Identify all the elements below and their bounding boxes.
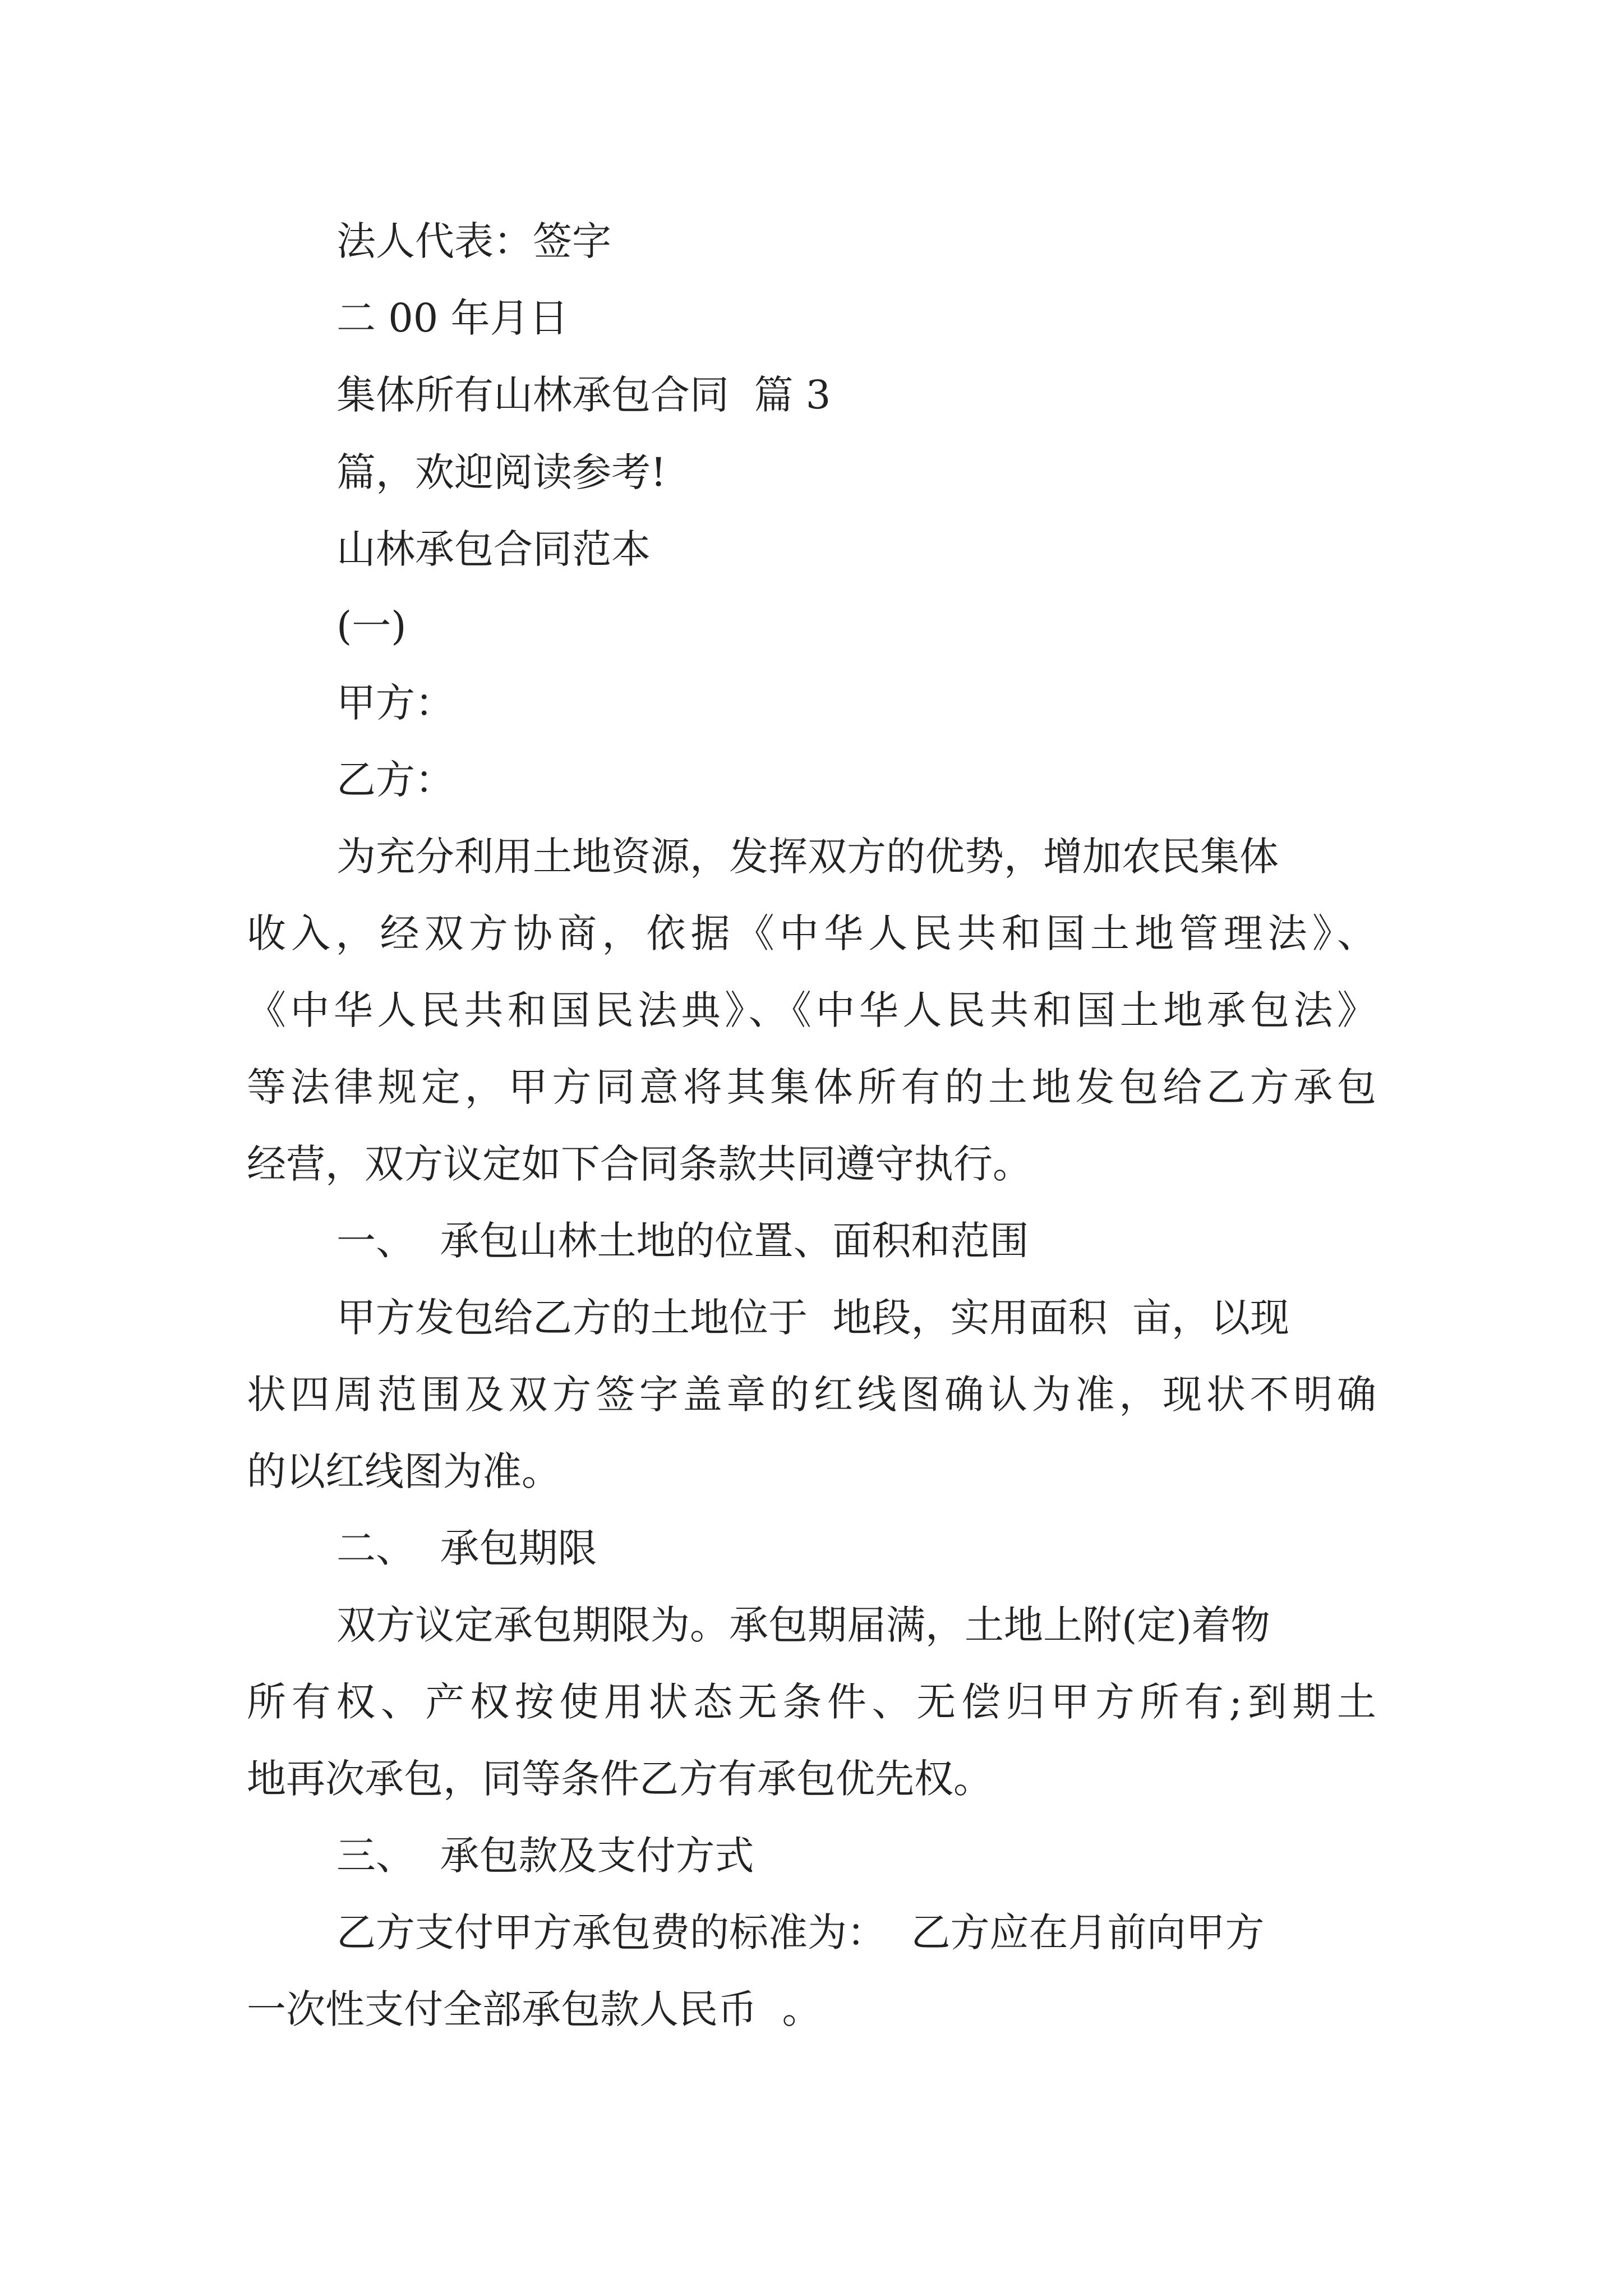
- party-b-line: 乙方：: [336, 757, 454, 803]
- clause-heading: 一、 承包山林土地的位置、面积和范围: [336, 1218, 1029, 1264]
- paragraph-line: 地再次承包，同等条件乙方有承包优先权。: [247, 1756, 993, 1802]
- paragraph-line: 一次性支付全部承包款人民币 。: [247, 1986, 822, 2032]
- contract-title: 山林承包合同范本: [336, 526, 651, 572]
- paragraph-line: 《中华人民共和国民法典》、《中华人民共和国土地承包法》: [247, 987, 1376, 1033]
- paragraph-line: 收入，经双方协商，依据《中华人民共和国土地管理法》、: [247, 910, 1376, 956]
- paragraph-line: 状四周范围及双方签字盖章的红线图确认为准，现状不明确: [247, 1372, 1376, 1418]
- party-a-line: 甲方：: [336, 680, 454, 726]
- paragraph-line: 甲方发包给乙方的土地位于 地段，实用面积 亩，以现: [336, 1295, 1290, 1341]
- intro-line: 篇，欢迎阅读参考!: [336, 449, 667, 495]
- date-line: 二 00 年月日: [336, 295, 569, 341]
- paragraph-line: 的以红线图为准。: [247, 1448, 561, 1494]
- contract-number: (一): [336, 603, 407, 649]
- paragraph-line: 经营，双方议定如下合同条款共同遵守执行。: [247, 1141, 1032, 1187]
- section-title: 集体所有山林承包合同 篇 3: [336, 372, 831, 418]
- paragraph-line: 乙方支付甲方承包费的标准为： 乙方应在月前向甲方: [336, 1910, 1265, 1955]
- clause-heading: 二、 承包期限: [336, 1525, 597, 1571]
- clause-heading: 三、 承包款及支付方式: [336, 1833, 754, 1879]
- paragraph-line: 等法律规定，甲方同意将其集体所有的土地发包给乙方承包: [247, 1064, 1376, 1110]
- signature-line: 法人代表：签字: [336, 218, 611, 264]
- paragraph-line: 为充分利用土地资源，发挥双方的优势，增加农民集体: [336, 834, 1279, 880]
- paragraph-line: 所有权、产权按使用状态无条件、无偿归甲方所有;到期土: [247, 1679, 1376, 1725]
- paragraph-line: 双方议定承包期限为。承包期届满，土地上附(定)着物: [336, 1602, 1270, 1648]
